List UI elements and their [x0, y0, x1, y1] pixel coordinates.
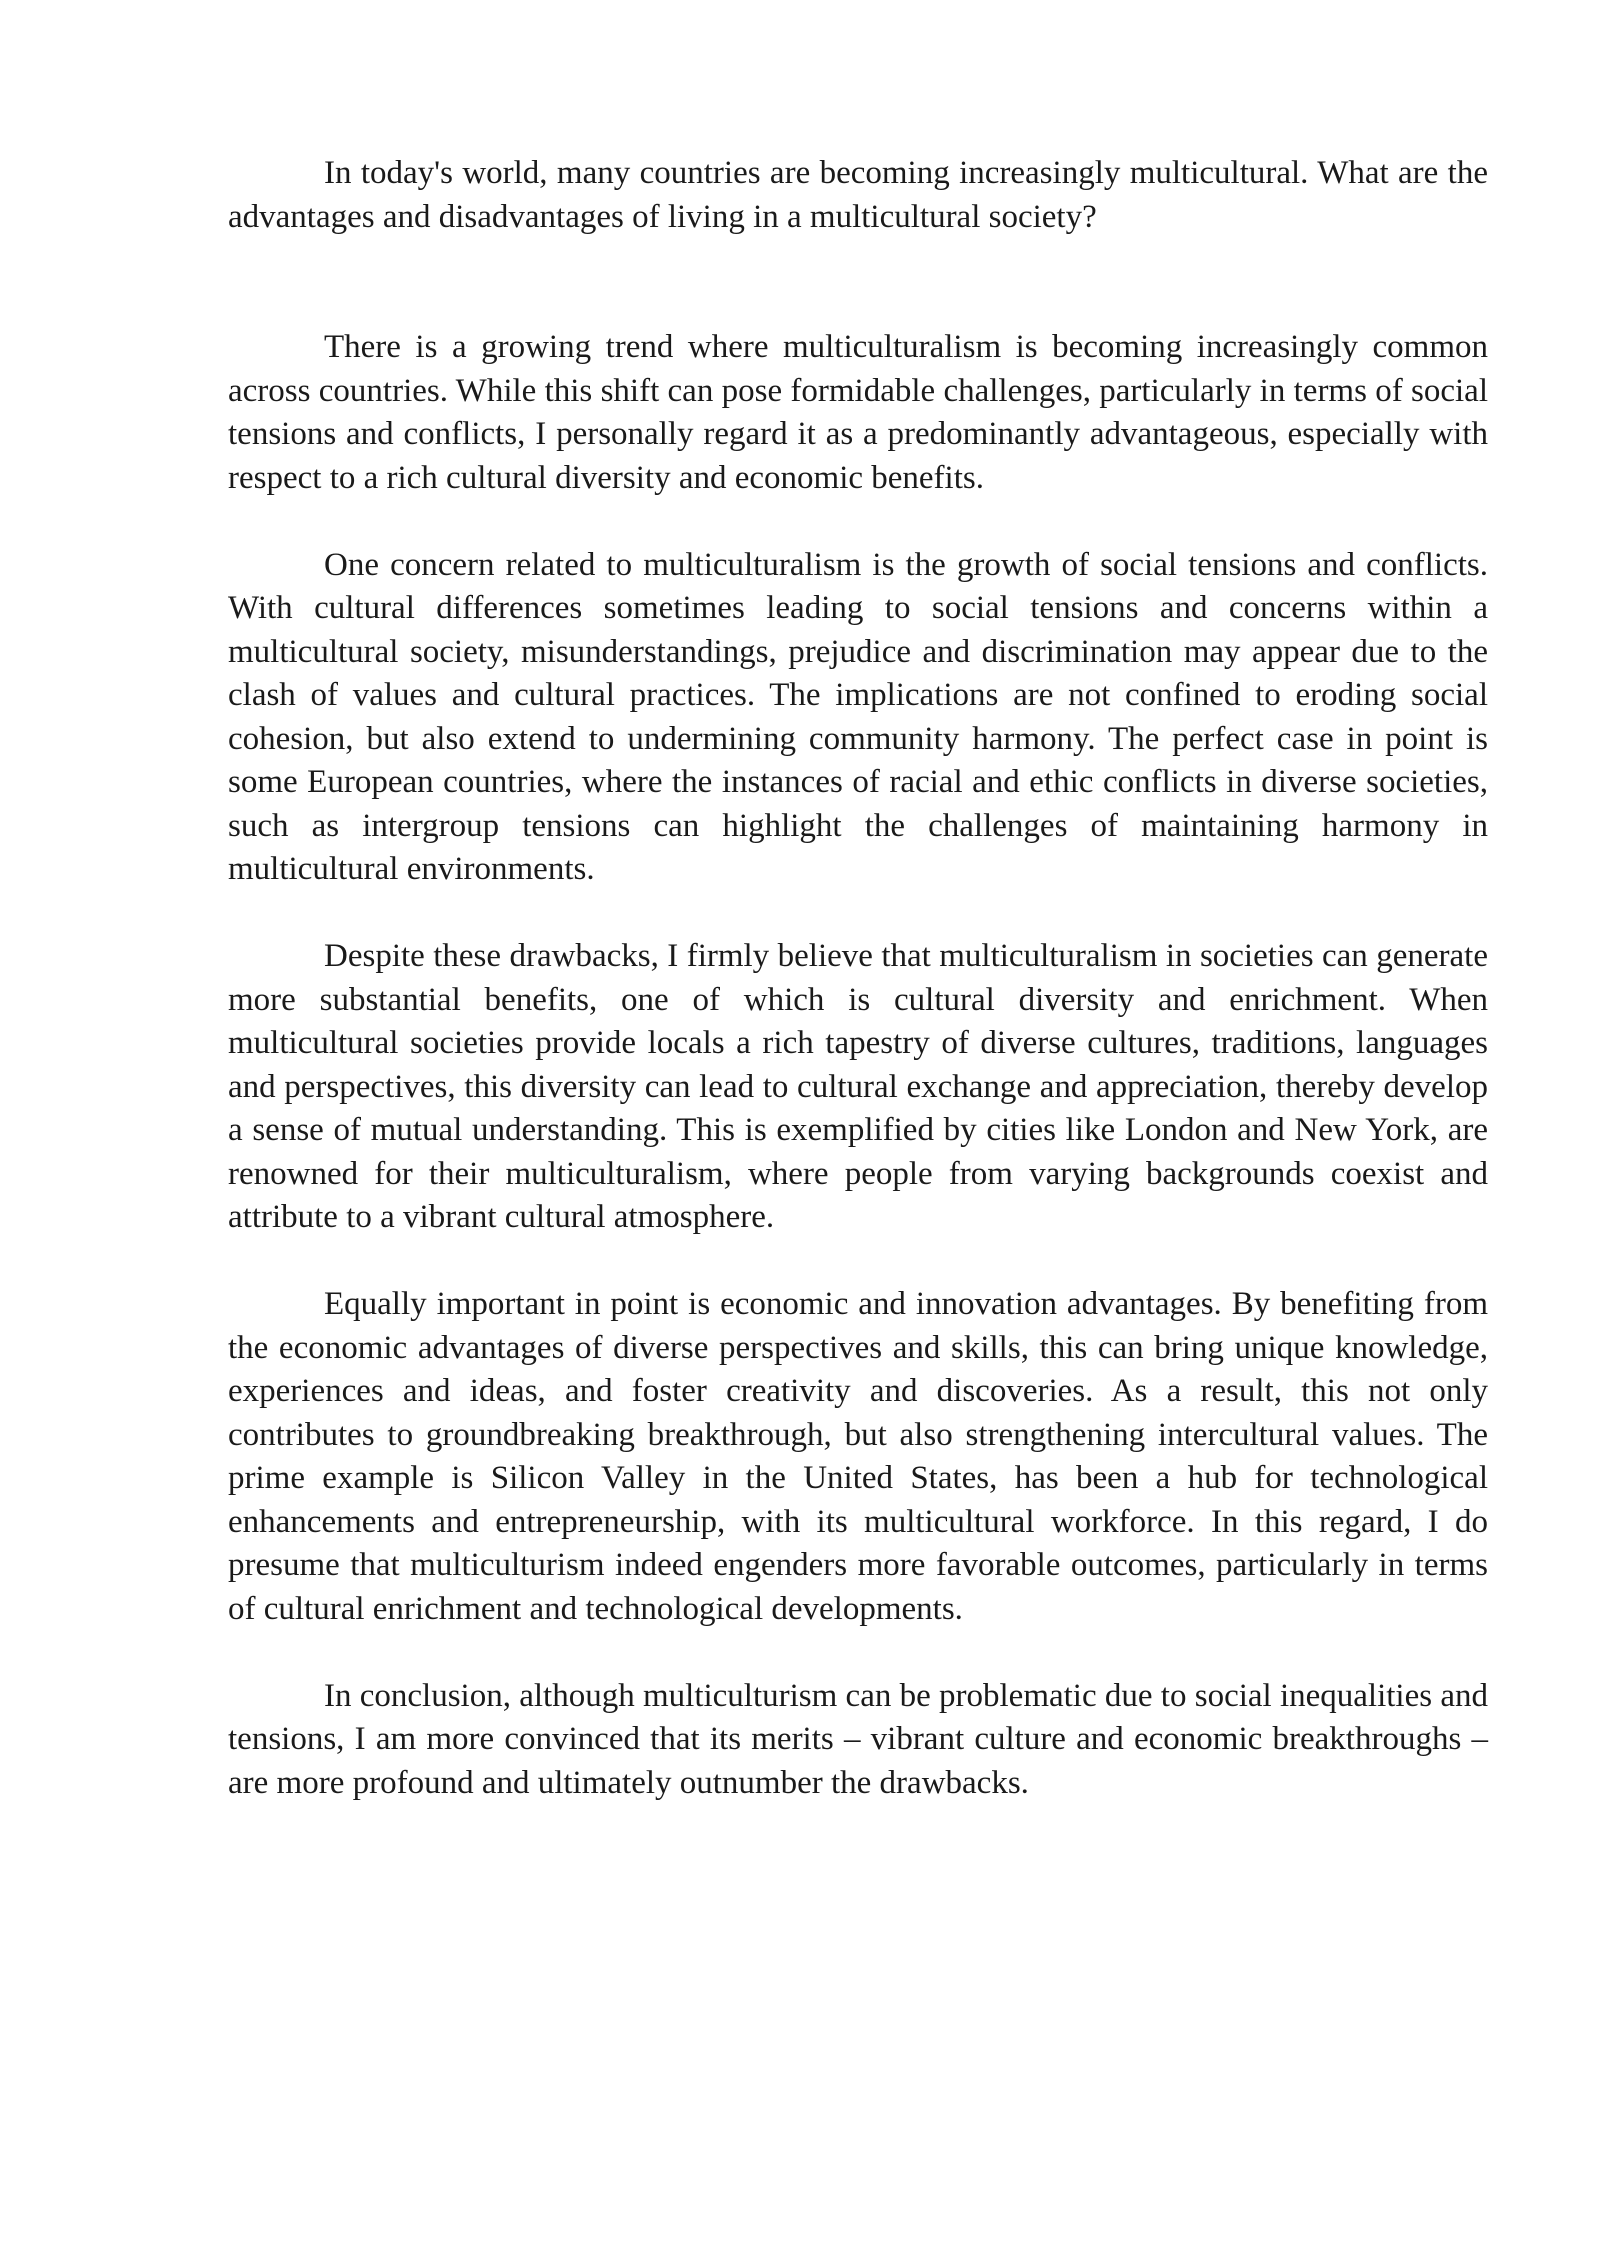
essay-body-paragraph-3: Equally important in point is economic and innovation advantages. By benefiting from the economic advantages of diverse perspectives and skills, this can bring unique knowledge, experiences and ideas, and foster creativity and discoveries. As a result, this not only contributes to groundbreaking breakthrough, but also strengthening intercultural values. The prime example is Silicon Valley in the United States, has been a hub for technological enhancements and entrepreneurship, with its multicultural workforce. In this regard, I do presume that multiculturism indeed engenders more favorable outcomes, particularly in terms of cultural enrichment and technological developments. — [228, 1286, 1488, 1627]
essay-body-paragraph-2: Despite these drawbacks, I firmly believe that multiculturalism in societies can generate more substantial benefits, one of which is cultural diversity and enrichment. When multicultural societies provide locals a rich tapestry of diverse cultures, traditions, languages and perspectives, this diversity can lead to cultural exchange and appreciation, thereby develop a sense of mutual understanding. This is exemplified by cities like London and New York, are renowned for their multiculturalism, where people from varying backgrounds coexist and attribute to a vibrant cultural atmosphere. — [228, 938, 1488, 1235]
essay-conclusion: In conclusion, although multiculturism can be problematic due to social inequalities and tensions, I am more convinced that its merits – vibrant culture and economic breakthroughs – are more profound and ultimately outnumber the drawbacks. — [228, 1677, 1488, 1801]
essay-prompt: In today's world, many countries are becoming increasingly multicultural. What are the advantages and disadvantages of living in a multicultural society? — [228, 155, 1488, 235]
essay-introduction: There is a growing trend where multiculturalism is becoming increasingly common across countries. While this shift can pose formidable challenges, particularly in terms of social tensions and conflicts, I personally regard it as a predominantly advantageous, especially with respect to a rich cultural diversity and economic benefits. — [228, 329, 1488, 496]
document-page — [228, 152, 1488, 1805]
essay-body-paragraph-1: One concern related to multiculturalism is the growth of social tensions and conflicts. With cultural differences sometimes leading to social tensions and concerns within a multicultural society, misunderstandings, prejudice and discrimination may appear due to the clash of values and cultural practices. The implications are not confined to eroding social cohesion, but also extend to undermining community harmony. The perfect case in point is some European countries, where the instances of racial and ethic conflicts in diverse societies, such as intergroup tensions can highlight the challenges of maintaining harmony in multicultural environments. — [228, 546, 1488, 887]
